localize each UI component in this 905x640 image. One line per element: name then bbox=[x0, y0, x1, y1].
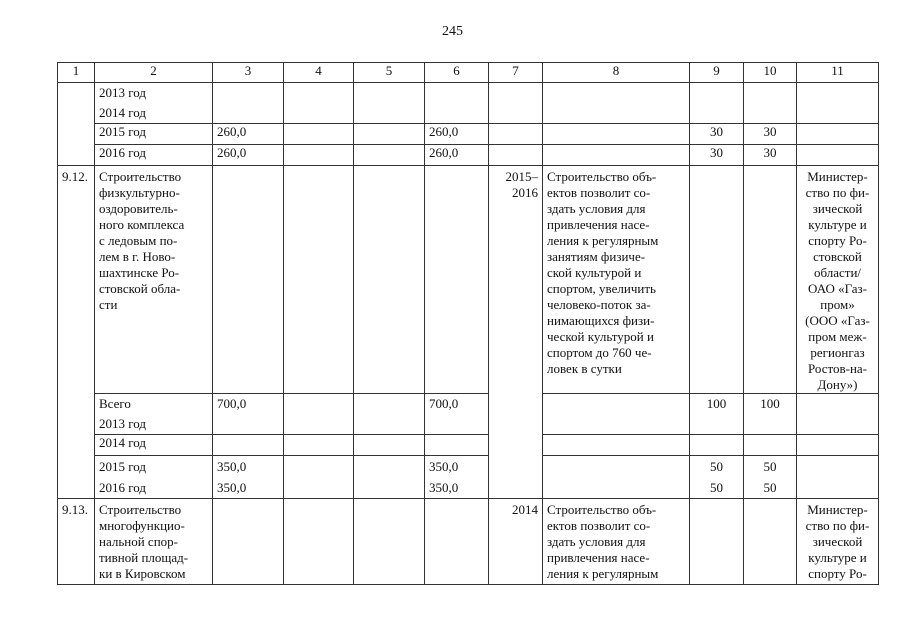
value-col5 bbox=[354, 124, 425, 145]
value-col4 bbox=[284, 499, 354, 585]
item-name-line: ки в Кировском bbox=[99, 566, 186, 581]
value-col7 bbox=[489, 145, 543, 166]
value-col5 bbox=[354, 435, 425, 456]
value-col10 bbox=[744, 456, 797, 499]
item-executor-line: ОАО «Газ- bbox=[807, 281, 868, 296]
item-name-line: с ледовым по- bbox=[99, 233, 178, 248]
year-label: 2013 год bbox=[95, 414, 213, 435]
value-col11 bbox=[797, 394, 879, 435]
value-col3: 260,0 bbox=[213, 145, 284, 166]
value-col6: 700,0 bbox=[425, 394, 489, 435]
value-col5 bbox=[354, 145, 425, 166]
value-col5 bbox=[354, 83, 425, 124]
table-row bbox=[58, 435, 879, 456]
year-label: 2014 год bbox=[95, 435, 213, 456]
table-row bbox=[58, 145, 879, 166]
item-effect-line: привлечения насе- bbox=[547, 217, 650, 232]
item-executor-line: пром» bbox=[820, 297, 855, 312]
value-col9 bbox=[690, 499, 744, 585]
item-executor-line: спорту Ро- bbox=[808, 566, 867, 581]
item-name-line: Строительство bbox=[99, 169, 182, 184]
header-cell-4: 4 bbox=[284, 63, 354, 83]
header-cell-1: 1 bbox=[58, 63, 95, 83]
item-executor-line: пром меж- bbox=[808, 329, 867, 344]
value-col3 bbox=[213, 456, 284, 499]
value-col3: 700,0 bbox=[213, 394, 284, 435]
item-number: 9.12. bbox=[58, 166, 95, 499]
table-row bbox=[58, 124, 879, 145]
value-col9: 100 bbox=[690, 394, 744, 435]
item-effect-line: ловек в сутки bbox=[547, 361, 622, 376]
value-col8 bbox=[543, 124, 690, 145]
item-effect-line: человеко-поток за- bbox=[547, 297, 651, 312]
value-col10: 30 bbox=[744, 145, 797, 166]
value-col4 bbox=[284, 124, 354, 145]
value-line: 350,0 bbox=[429, 459, 459, 474]
value-col9 bbox=[690, 83, 744, 124]
value-col9 bbox=[690, 456, 744, 499]
value-col3: 260,0 bbox=[213, 124, 284, 145]
value-col8 bbox=[543, 145, 690, 166]
value-col4 bbox=[284, 83, 354, 124]
item-effect-line: ческой культурой и bbox=[547, 329, 654, 344]
value-col10 bbox=[744, 499, 797, 585]
item-name-line: ного комплекса bbox=[99, 217, 185, 232]
item-effect-line: ления к регулярным bbox=[547, 233, 659, 248]
value-line: 350,0 bbox=[429, 480, 459, 495]
value-col10 bbox=[744, 83, 797, 124]
table-row bbox=[58, 83, 879, 104]
item-period bbox=[489, 166, 543, 499]
value-line: 50 bbox=[763, 480, 777, 495]
item-executor-line: зической bbox=[812, 201, 863, 216]
value-line: 50 bbox=[710, 480, 723, 495]
item-number: 9.13. bbox=[58, 499, 95, 585]
value-col3 bbox=[213, 166, 284, 394]
item-executor-line: Дону») bbox=[817, 377, 858, 392]
value-col6 bbox=[425, 166, 489, 394]
item-effect-line: здать условия для bbox=[547, 534, 646, 549]
value-col4 bbox=[284, 435, 354, 456]
num-cell-prev bbox=[58, 83, 95, 166]
value-col9: 30 bbox=[690, 124, 744, 145]
header-cell-7: 7 bbox=[489, 63, 543, 83]
value-col6 bbox=[425, 456, 489, 499]
value-line: 50 bbox=[763, 459, 777, 474]
header-cell-3: 3 bbox=[213, 63, 284, 83]
item-name bbox=[95, 499, 213, 585]
value-col11 bbox=[797, 83, 879, 124]
value-col11 bbox=[797, 456, 879, 499]
header-cell-6: 6 bbox=[425, 63, 489, 83]
header-row bbox=[58, 63, 879, 83]
item-executor-line: культуре и bbox=[808, 550, 867, 565]
value-col6: 260,0 bbox=[425, 145, 489, 166]
item-effect-line: здать условия для bbox=[547, 201, 646, 216]
item-executor-line: Министер- bbox=[807, 169, 868, 184]
item-effect bbox=[543, 166, 690, 394]
page-number: 245 bbox=[442, 24, 463, 39]
year-label: Всего bbox=[95, 394, 213, 415]
value-line: 50 bbox=[710, 459, 723, 474]
item-name bbox=[95, 166, 213, 394]
header-cell-9: 9 bbox=[690, 63, 744, 83]
table-row bbox=[58, 499, 879, 585]
item-executor-line: культуре и bbox=[808, 217, 867, 232]
item-name-line: Строительство bbox=[99, 502, 182, 517]
item-executor-line: (ООО «Газ- bbox=[805, 313, 870, 328]
value-col8 bbox=[543, 83, 690, 124]
item-executor-line: области/ bbox=[813, 265, 862, 280]
year-label: 2016 год bbox=[95, 145, 213, 166]
value-line: 350,0 bbox=[217, 480, 247, 495]
item-effect-line: Строительство объ- bbox=[547, 169, 657, 184]
value-col3 bbox=[213, 435, 284, 456]
item-executor-line: ство по фи- bbox=[805, 185, 870, 200]
value-col10: 30 bbox=[744, 124, 797, 145]
item-effect-line: ектов позволит со- bbox=[547, 518, 651, 533]
value-col3 bbox=[213, 499, 284, 585]
table-row bbox=[58, 166, 879, 394]
item-name-line: физкультурно- bbox=[99, 185, 180, 200]
item-executor bbox=[797, 166, 879, 394]
value-col5 bbox=[354, 499, 425, 585]
table-row bbox=[58, 456, 879, 478]
value-col10: 100 bbox=[744, 394, 797, 435]
item-period-line: 2016 bbox=[512, 185, 538, 200]
value-col7 bbox=[489, 124, 543, 145]
year-label: 2014 год bbox=[95, 103, 213, 124]
item-effect-line: ления к регулярным bbox=[547, 566, 659, 581]
header-cell-10: 10 bbox=[744, 63, 797, 83]
header-cell-2: 2 bbox=[95, 63, 213, 83]
value-col5 bbox=[354, 166, 425, 394]
item-effect-line: ектов позволит со- bbox=[547, 185, 651, 200]
item-executor-line: Министер- bbox=[807, 502, 868, 517]
item-executor-line: ство по фи- bbox=[805, 518, 870, 533]
value-col11 bbox=[797, 145, 879, 166]
value-col10 bbox=[744, 166, 797, 394]
value-col5 bbox=[354, 456, 425, 499]
item-effect-line: спортом до 760 че- bbox=[547, 345, 652, 360]
item-effect-line: спортом, увеличить bbox=[547, 281, 656, 296]
value-col6: 260,0 bbox=[425, 124, 489, 145]
value-col4 bbox=[284, 145, 354, 166]
item-period-line: 2014 bbox=[512, 502, 538, 517]
item-effect-line: привлечения насе- bbox=[547, 550, 650, 565]
item-executor-line: Ростов-на- bbox=[807, 361, 868, 376]
table-row bbox=[58, 394, 879, 415]
item-name-line: лем в г. Ново- bbox=[99, 249, 176, 264]
value-col10 bbox=[744, 435, 797, 456]
value-col6 bbox=[425, 435, 489, 456]
value-col4 bbox=[284, 456, 354, 499]
item-effect-line: ской культурой и bbox=[547, 265, 642, 280]
header-cell-5: 5 bbox=[354, 63, 425, 83]
value-col7 bbox=[489, 83, 543, 124]
value-col5 bbox=[354, 394, 425, 435]
item-effect-line: нимающихся физи- bbox=[547, 313, 655, 328]
value-col8 bbox=[543, 435, 690, 456]
item-executor-line: спорту Ро- bbox=[808, 233, 867, 248]
item-effect-line: занятиям физиче- bbox=[547, 249, 646, 264]
value-col6 bbox=[425, 499, 489, 585]
value-col8 bbox=[543, 394, 690, 435]
item-period-line: 2015– bbox=[505, 169, 538, 184]
year-label: 2016 год bbox=[95, 477, 213, 499]
item-executor-line: зической bbox=[812, 534, 863, 549]
value-col11 bbox=[797, 124, 879, 145]
item-name-line: нальной спор- bbox=[99, 534, 178, 549]
header-cell-8: 8 bbox=[543, 63, 690, 83]
value-col9 bbox=[690, 166, 744, 394]
value-col4 bbox=[284, 394, 354, 435]
item-name-line: сти bbox=[99, 297, 118, 312]
item-executor-line: стовской bbox=[813, 249, 862, 264]
value-line: 350,0 bbox=[217, 459, 247, 474]
year-label: 2015 год bbox=[95, 124, 213, 145]
year-label: 2015 год bbox=[95, 456, 213, 478]
item-effect-line: Строительство объ- bbox=[547, 502, 657, 517]
item-period bbox=[489, 499, 543, 585]
value-col9 bbox=[690, 435, 744, 456]
item-name-line: шахтинске Ро- bbox=[99, 265, 180, 280]
program-table bbox=[57, 62, 879, 585]
year-label: 2013 год bbox=[95, 83, 213, 104]
value-col3 bbox=[213, 83, 284, 124]
item-name-line: стовской обла- bbox=[99, 281, 181, 296]
item-name-line: оздоровитель- bbox=[99, 201, 178, 216]
value-col8 bbox=[543, 456, 690, 499]
value-col6 bbox=[425, 83, 489, 124]
item-name-line: тивной площад- bbox=[99, 550, 189, 565]
header-cell-11: 11 bbox=[797, 63, 879, 83]
item-effect bbox=[543, 499, 690, 585]
item-executor-line: регионгаз bbox=[810, 345, 865, 360]
item-executor bbox=[797, 499, 879, 585]
item-name-line: многофункцио- bbox=[99, 518, 185, 533]
value-col4 bbox=[284, 166, 354, 394]
value-col11 bbox=[797, 435, 879, 456]
value-col9: 30 bbox=[690, 145, 744, 166]
